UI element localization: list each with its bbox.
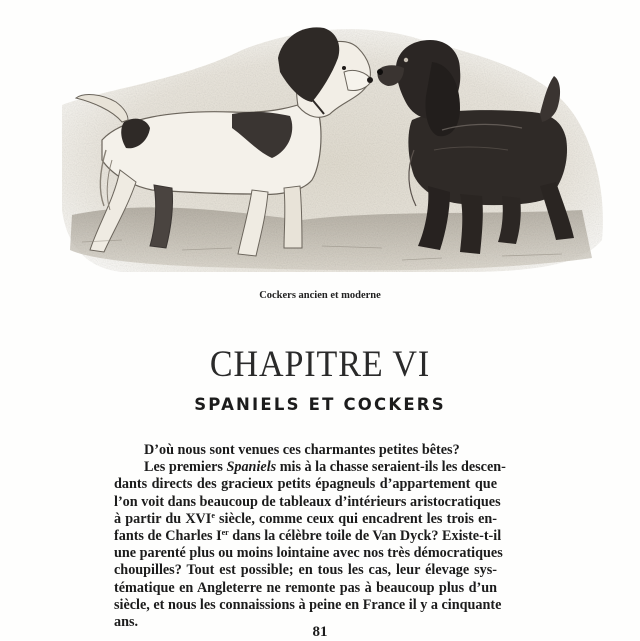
superscript: er [221, 527, 229, 537]
superscript: e [211, 510, 215, 520]
text-run: à partir du XVI [114, 510, 212, 527]
text-run: dans la célèbre toile de Van Dyck? Existe-t-il [228, 527, 502, 544]
text-line: l’on voit dans beaucoup de tableaux d’intérieurs aristocratiques [114, 493, 501, 510]
spaniels-engraving-icon [62, 10, 610, 280]
text-run: D’où nous sont venues ces charmantes petites bêtes? [144, 442, 460, 458]
text-line: siècle, et nous les connaissions à peine en France il y a cinquante [114, 596, 502, 613]
dog-illustration [62, 10, 610, 280]
text-run: fants de Charles I [114, 527, 222, 544]
text-run: siècle, comme ceux qui encadrent les trois en- [214, 510, 497, 527]
chapter-body [114, 442, 506, 631]
italic-term: Spaniels [226, 459, 277, 476]
text-line: choupilles? Tout est possible; en tous les cas, leur élevage sys- [114, 562, 497, 579]
text-line [114, 527, 502, 545]
text-run: Les premiers [144, 459, 227, 476]
text-line [114, 511, 497, 528]
figure-caption: Cockers ancien et moderne [259, 290, 381, 301]
text-line: tématique en Angleterre ne remonte pas à beaucoup plus d’un [114, 579, 497, 596]
text-line: dants directs des gracieux petits épagneuls d’appartement que [114, 476, 497, 493]
text-line: une parenté plus ou moins lointaine avec nos très démocratiques [114, 545, 503, 562]
text-line [114, 459, 506, 476]
page-number: 81 [312, 624, 328, 640]
text-run: mis à la chasse seraient-ils les descen- [276, 459, 506, 476]
chapter-subtitle: SPANIELS ET COCKERS [194, 395, 446, 414]
chapter-title: CHAPITRE VI [209, 344, 431, 385]
text-line [114, 442, 497, 459]
text-line: ans. [114, 613, 139, 630]
